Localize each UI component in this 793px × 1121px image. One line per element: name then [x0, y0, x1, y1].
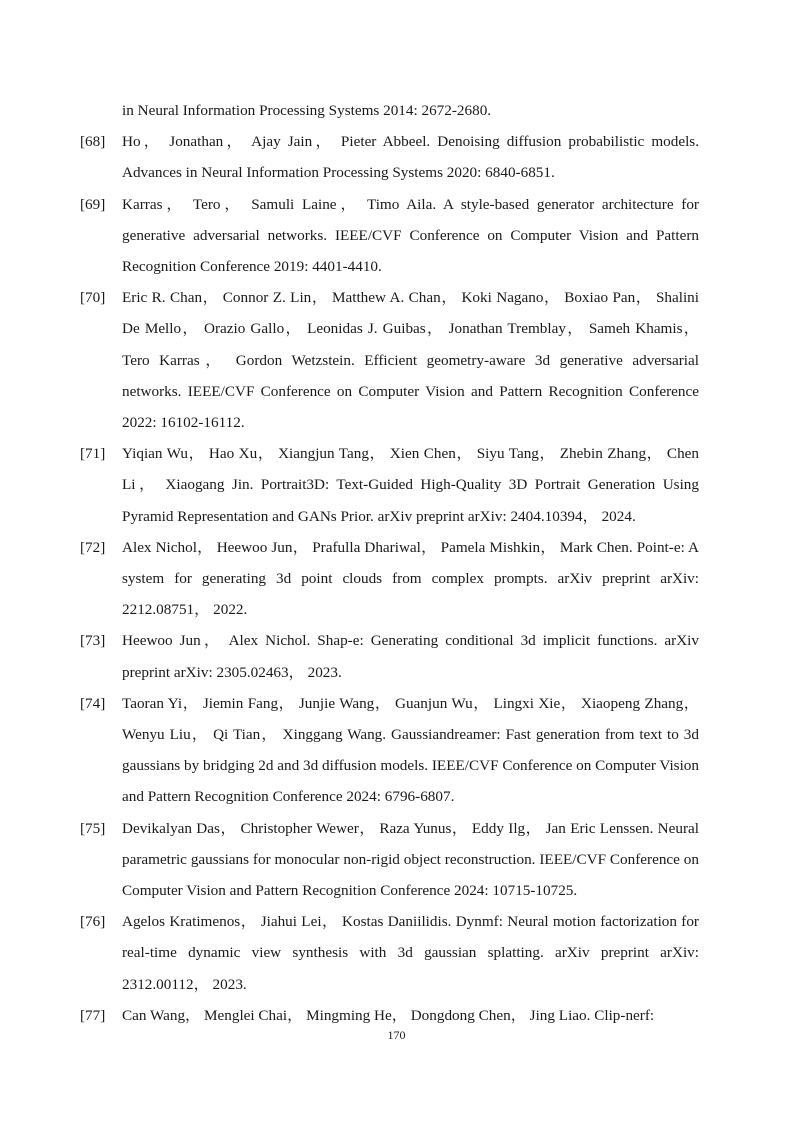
reference-number: [73]: [80, 632, 106, 650]
reference-number: [72]: [80, 538, 106, 556]
reference-text: Can Wang， Menglei Chai， Mingming He， Dongdong Chen， Jing Liao. Clip-nerf:: [122, 1006, 655, 1024]
reference-item: [80, 126, 699, 188]
reference-item: [80, 282, 699, 438]
reference-item: [80, 189, 699, 283]
reference-text: Alex Nichol， Heewoo Jun， Prafulla Dhariwal， Pamela Mishkin， Mark Chen. Point-e: A system for generating 3d point clouds from complex prompts. arXiv preprint arXiv: 2212.08751， 2022.: [122, 538, 699, 619]
reference-number: [70]: [80, 289, 106, 307]
reference-item: [80, 688, 699, 813]
reference-number: [71]: [80, 445, 106, 463]
reference-text: Ho， Jonathan， Ajay Jain， Pieter Abbeel. Denoising diffusion probabilistic models. Advances in Neural Information Processing Systems 2020: 6840-6851.: [122, 133, 699, 182]
reference-item: [80, 625, 699, 687]
reference-text: Devikalyan Das， Christopher Wewer， Raza Yunus， Eddy Ilg， Jan Eric Lenssen. Neural parametric gaussians for monocular non-rigid object reconstruction. IEEE/CVF Conference on Computer Vision and Pattern Recognition Conference 2024: 10715-10725.: [122, 819, 699, 900]
reference-number: [69]: [80, 195, 106, 213]
reference-item: [80, 1000, 699, 1031]
reference-text: Karras， Tero， Samuli Laine， Timo Aila. A style-based generator architecture for generative adversarial networks. IEEE/CVF Conference on Computer Vision and Pattern Recognition Conference 2019: 4401-4410.: [122, 195, 699, 276]
page-number: 170: [387, 1028, 406, 1042]
reference-number: [74]: [80, 694, 106, 712]
reference-item: [80, 813, 699, 907]
reference-number: [75]: [80, 819, 106, 837]
reference-number: [77]: [80, 1006, 106, 1024]
reference-continuation: in Neural Information Processing Systems 2014: 2672-2680.: [122, 102, 492, 119]
reference-item: [80, 438, 699, 532]
reference-text: Heewoo Jun， Alex Nichol. Shap-e: Generating conditional 3d implicit functions. arXiv preprint arXiv: 2305.02463， 2023.: [122, 632, 699, 681]
reference-text: Taoran Yi， Jiemin Fang， Junjie Wang， Guanjun Wu， Lingxi Xie， Xiaopeng Zhang， Wenyu Liu， Qi Tian， Xinggang Wang. Gaussiandreamer: Fast generation from text to 3d gaussians by bridging 2d and 3d diffusion models. IEEE/CVF Conference on Computer Vision and Pattern Recognition Conference 2024: 6796-6807.: [122, 694, 699, 806]
reference-number: [76]: [80, 913, 106, 931]
reference-item: [80, 532, 699, 626]
reference-item: [80, 906, 699, 1000]
reference-number: [68]: [80, 133, 106, 151]
reference-text: Yiqian Wu， Hao Xu， Xiangjun Tang， Xien Chen， Siyu Tang， Zhebin Zhang， Chen Li， Xiaogang Jin. Portrait3D: Text-Guided High-Quality 3D Portrait Generation Using Pyramid Representation and GANs Prior. arXiv preprint arXiv: 2404.10394， 2024.: [122, 445, 699, 525]
reference-text: Agelos Kratimenos， Jiahui Lei， Kostas Daniilidis. Dynmf: Neural motion factorization for real-time dynamic view synthesis with 3d gaussian splatting. arXiv preprint arXiv: 2312.00112， 2023.: [122, 913, 699, 993]
reference-list: [80, 95, 699, 1031]
reference-text: Eric R. Chan， Connor Z. Lin， Matthew A. Chan， Koki Nagano， Boxiao Pan， Shalini De Mello， Orazio Gallo， Leonidas J. Guibas， Jonathan Tremblay， Sameh Khamis， Tero Karras， Gordon Wetzstein. Efficient geometry-aware 3d generative adversarial networks. IEEE/CVF Conference on Computer Vision and Pattern Recognition Conference 2022: 16102-16112.: [122, 289, 699, 432]
